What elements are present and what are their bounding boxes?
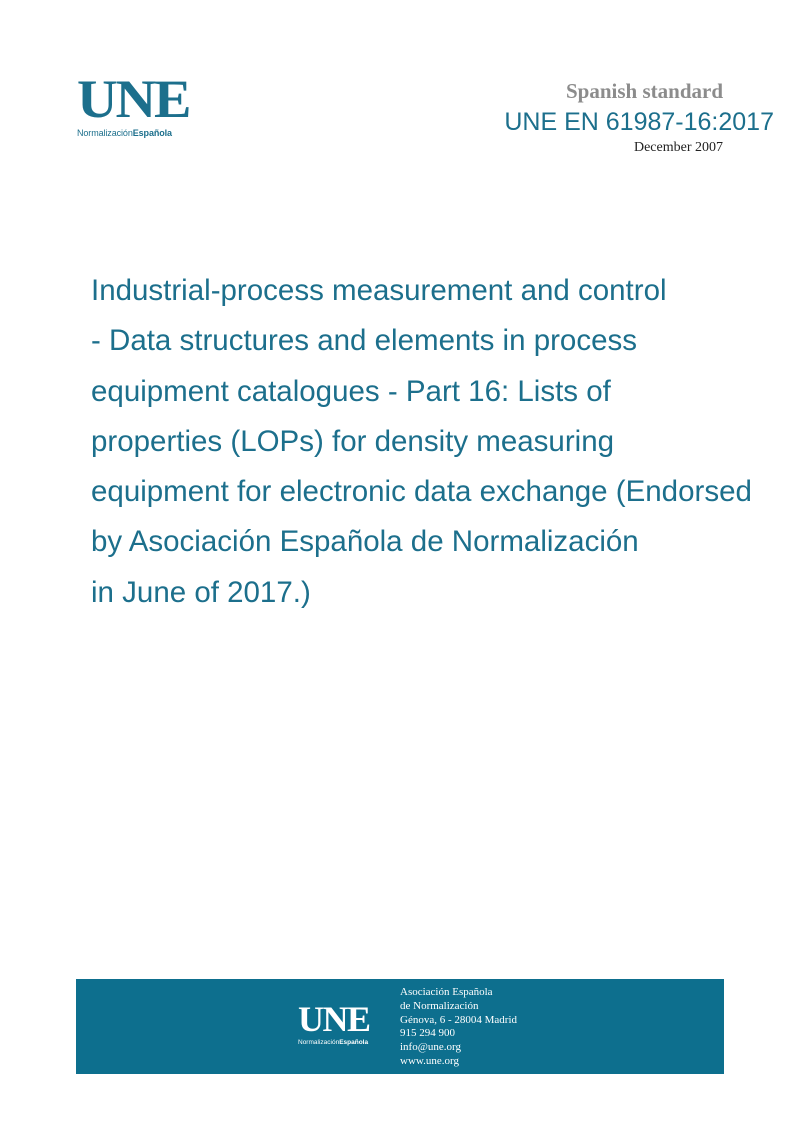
logo-subtitle-regular: Normalización bbox=[77, 128, 133, 138]
standard-code: UNE EN 61987-16:2017 bbox=[504, 108, 774, 136]
title-line: properties (LOPs) for density measuring bbox=[91, 424, 615, 458]
footer-logo-mark: UNE bbox=[298, 999, 370, 1039]
footer-org-name-line2: de Normalización bbox=[400, 999, 479, 1012]
une-logo bbox=[77, 69, 197, 144]
footer-logo-subtitle bbox=[298, 1039, 370, 1046]
document-type: Spanish standard bbox=[566, 79, 723, 103]
footer-org-name-line1: Asociación Española bbox=[400, 986, 493, 998]
logo-subtitle-bold: Española bbox=[132, 128, 172, 138]
footer-logo-subtitle-regular: Normalización bbox=[298, 1039, 340, 1046]
title-line: - Data structures and elements in process bbox=[91, 324, 637, 358]
document-title bbox=[91, 266, 800, 618]
une-logo-mark: UNE bbox=[77, 69, 190, 129]
publication-date: December 2007 bbox=[633, 140, 723, 155]
une-logo-subtitle bbox=[77, 128, 197, 138]
footer-email: info@une.org bbox=[400, 1041, 461, 1054]
footer-banner bbox=[76, 979, 724, 1074]
footer-website: www.une.org bbox=[400, 1054, 459, 1067]
footer-logo-subtitle-bold: Española bbox=[339, 1039, 369, 1046]
title-line: equipment for electronic data exchange (Endorsed bbox=[91, 475, 752, 509]
footer-une-logo bbox=[298, 1001, 370, 1046]
footer-phone: 915 294 900 bbox=[400, 1027, 455, 1040]
footer-address: Génova, 6 - 28004 Madrid bbox=[400, 1013, 518, 1026]
footer-contact-info bbox=[400, 986, 517, 1069]
title-line: by Asociación Española de Normalización bbox=[91, 525, 639, 559]
title-line: Industrial-process measurement and control bbox=[91, 274, 667, 307]
title-line: in June of 2017.) bbox=[91, 575, 311, 609]
header-info bbox=[504, 78, 774, 158]
title-line: equipment catalogues - Part 16: Lists of bbox=[91, 374, 611, 408]
